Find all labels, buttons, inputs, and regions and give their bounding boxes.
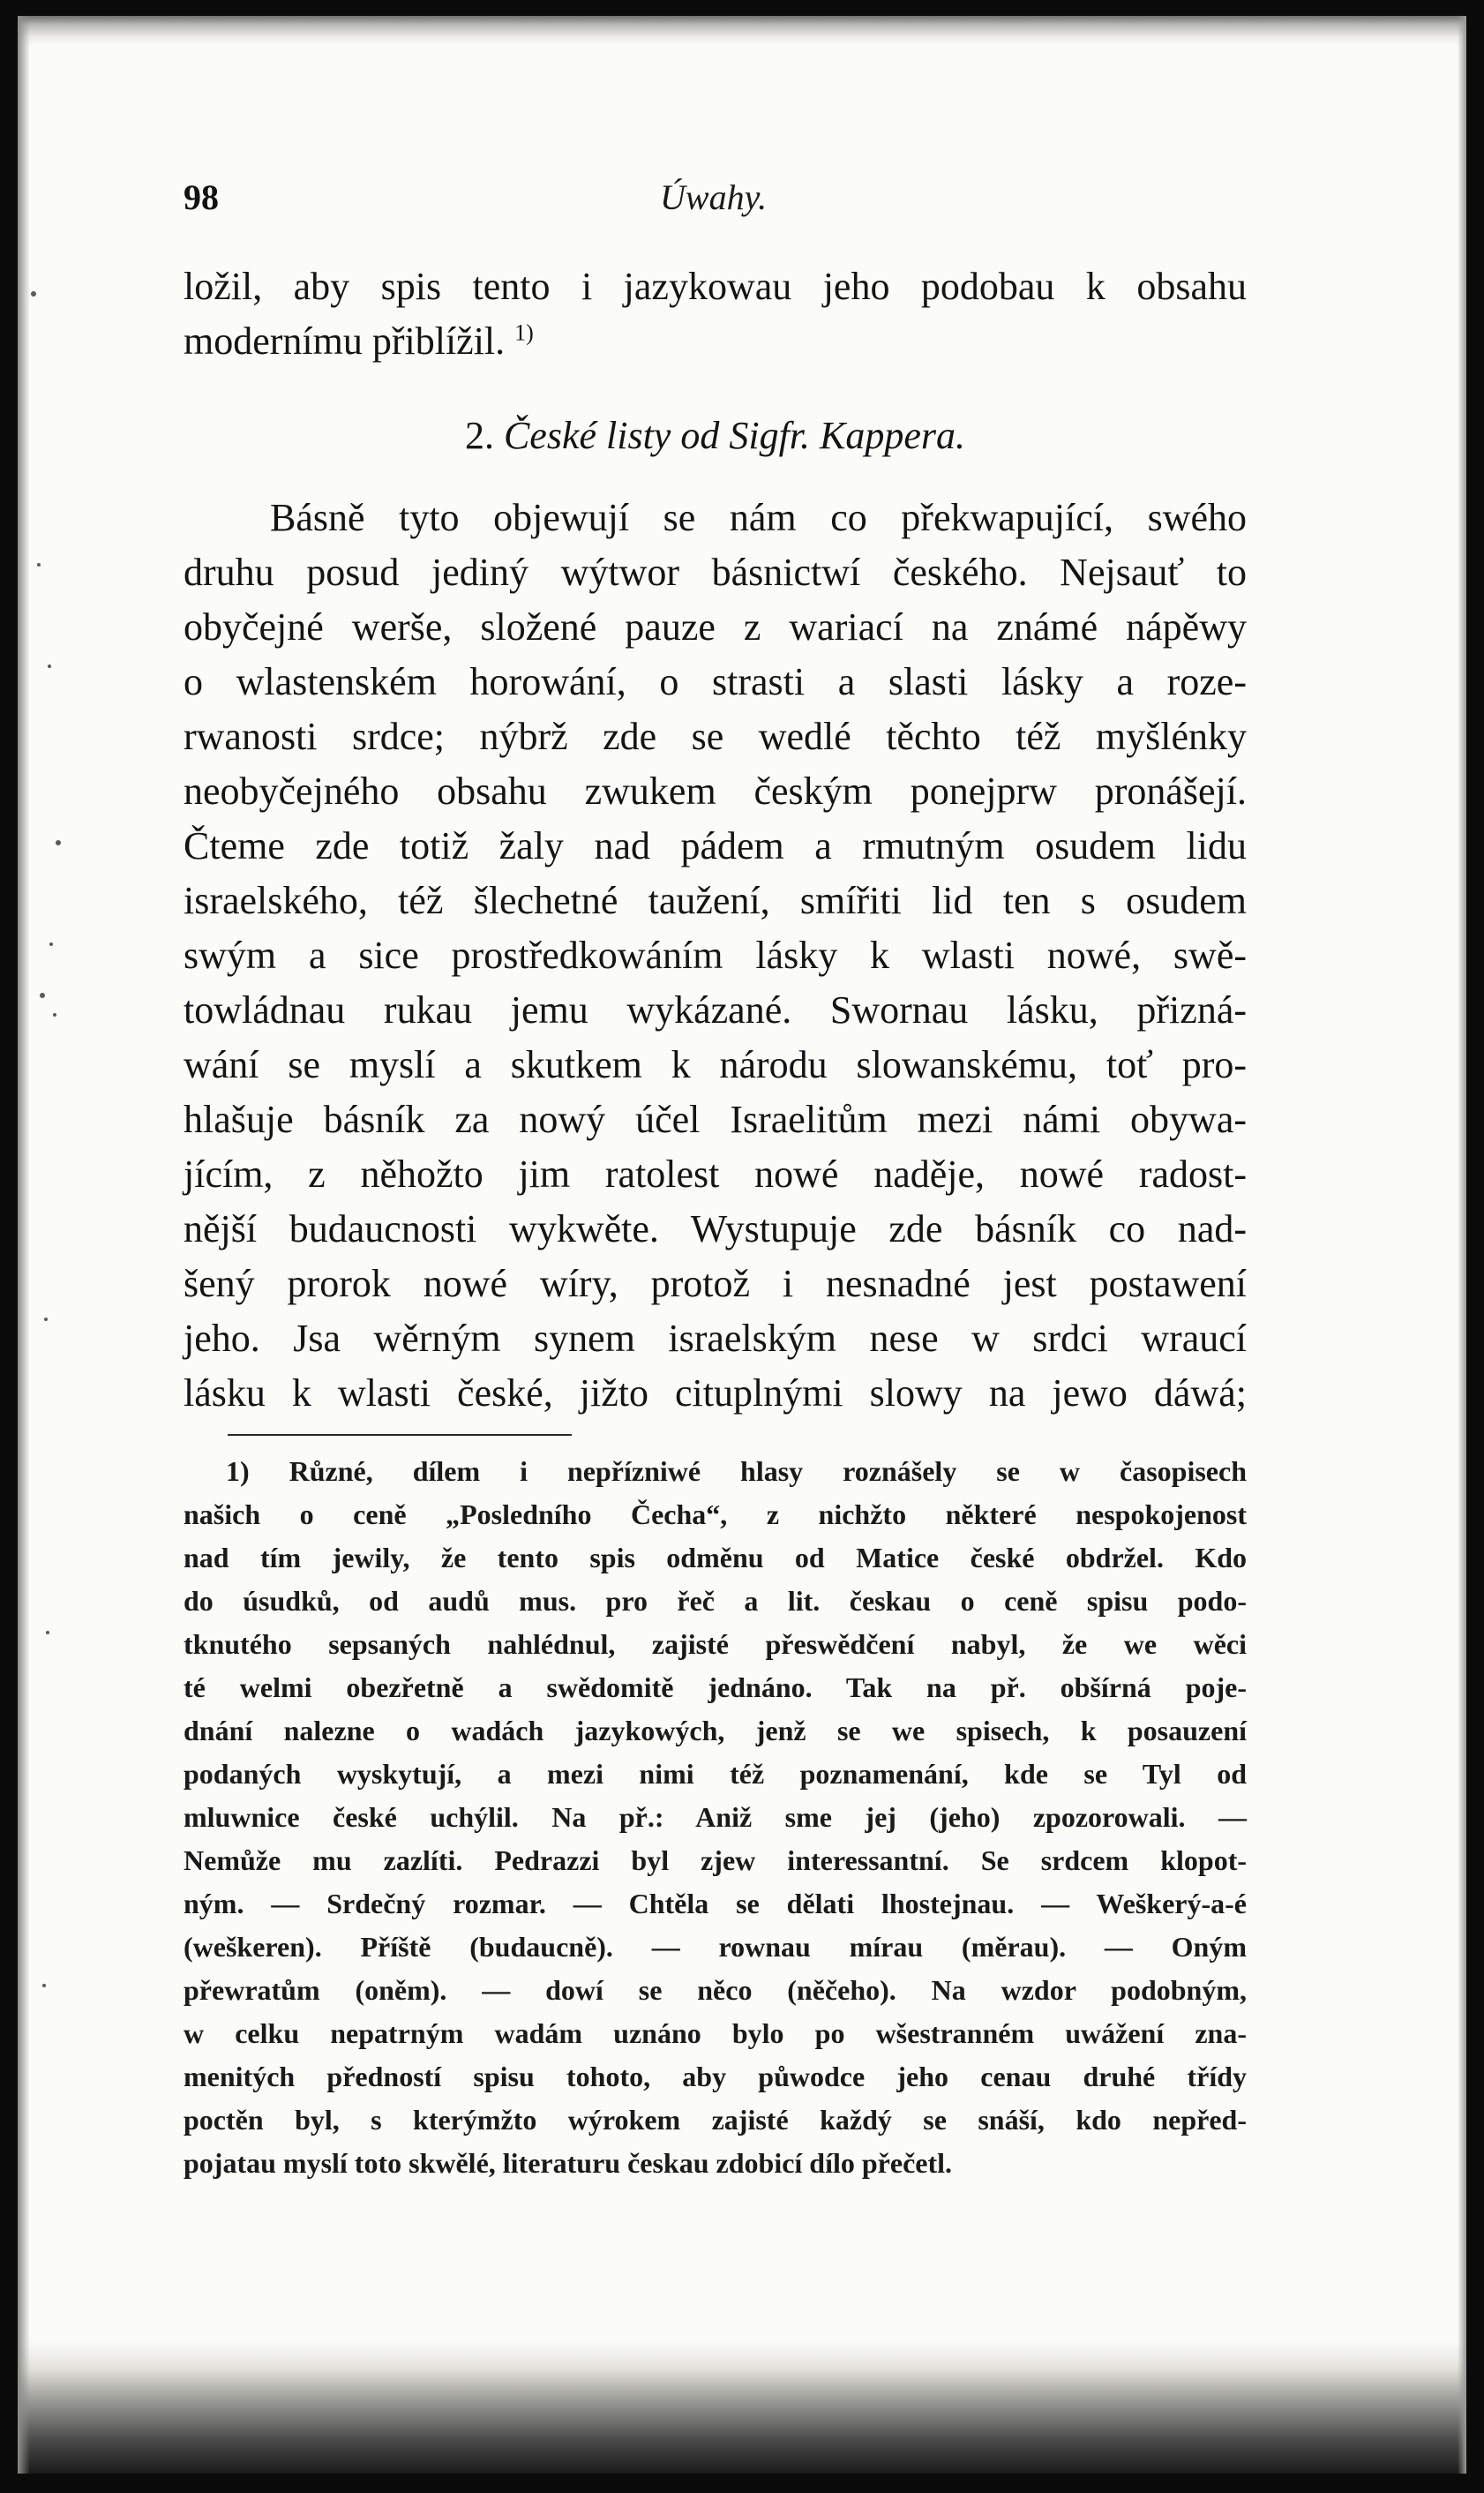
footnote-line: w celku nepatrným wadám uznáno bylo po wšestranném uwážení zna- — [184, 2017, 1247, 2049]
text-line: šený prorok nowé wíry, protož i nesnadné jest postawení — [184, 1262, 1247, 1305]
running-head — [184, 176, 1242, 229]
footnote-line: ným. — Srdečný rozmar. — Chtěla se dělati lhostejnau. — Weškerý-a-é — [184, 1888, 1247, 1919]
text-line: ložil, aby spis tento i jazykowau jeho podobau k obsahu — [184, 265, 1247, 308]
section-heading — [184, 413, 1247, 458]
text-line: jícím, z něhožto jim ratolest nowé naděje, nowé radost- — [184, 1153, 1247, 1196]
footnote-line: menitých předností spisu tohoto, aby půwodce jeho cenau druhé třídy — [184, 2061, 1247, 2092]
footnote-line: té welmi obezřetně a swědomitě jednáno. Tak na př. obšírná poje- — [184, 1671, 1247, 1703]
footnote — [184, 1450, 1247, 2185]
footnote-line: podaných wyskytují, a mezi nimi též poznamenání, kde se Tyl od — [184, 1758, 1247, 1790]
text-line: Čteme zde totiž žaly nad pádem a rmutným osudem lidu — [184, 824, 1247, 867]
footnote-marker: 1) — [514, 319, 534, 346]
footnote-line: Nemůže mu zazlíti. Pedrazzi byl zjew interessantní. Se srdcem klopot- — [184, 1844, 1247, 1876]
footnote-line: do úsudků, od audů mus. pro řeč a lit. českau o ceně spisu podo- — [184, 1585, 1247, 1617]
section-title: České listy od Sigfr. Kappera. — [503, 414, 966, 457]
footnote-line: pojatau myslí toto skwělé, literaturu českau zdobicí dílo přečetl. — [184, 2147, 953, 2179]
text-line: lásku k wlasti české, jižto cituplnými slowy na jewo dáwá; — [184, 1371, 1247, 1415]
footnote-line: mluwnice české uchýlil. Na př.: Aniž sme jej (jeho) zpozorowali. — — [184, 1801, 1247, 1833]
footnote-separator — [228, 1434, 572, 1436]
footnote-line: poctěn byl, s kterýmžto wýrokem zajisté každý se snáší, kdo nepřed- — [184, 2104, 1247, 2136]
text-line: swým a sice prostředkowáním lásky k wlasti nowé, swě- — [184, 934, 1247, 977]
text-line-content: modernímu přiblížil. — [184, 319, 506, 363]
running-title: Úwahy. — [660, 177, 768, 217]
page-number: 98 — [184, 177, 219, 217]
section-number: 2. — [464, 414, 494, 457]
text-line: wání se myslí a skutkem k národu slowanskému, toť pro- — [184, 1043, 1247, 1086]
text-line — [184, 314, 1247, 369]
text-line: o wlastenském horowání, o strasti a slasti lásky a roze- — [184, 660, 1247, 703]
main-paragraph — [184, 491, 1247, 1421]
text-line: towládnau rukau jemu wykázané. Swornau lásku, přizná- — [184, 988, 1247, 1032]
footnote-line: přewratům (oněm). — dowí se něco (něčeho). Na wzdor podobným, — [184, 1974, 1247, 2006]
text-line: nější budaucnosti wykwěte. Wystupuje zde básník co nad- — [184, 1207, 1247, 1250]
footnote-line: tknutého sepsaných nahlédnul, zajisté přeswědčení nabyl, že we wěci — [184, 1628, 1247, 1660]
text-line: israelského, též šlechetné taužení, smířiti lid ten s osudem — [184, 879, 1247, 922]
text-line: neobyčejného obsahu zwukem českým ponejprw pronášejí. — [184, 770, 1247, 813]
text-line: obyčejné werše, složené pauze z wariací na známé nápěwy — [184, 605, 1247, 649]
text-line: jeho. Jsa wěrným synem israelským nese w srdci wraucí — [184, 1317, 1247, 1360]
text-line: druhu posud jediný wýtwor básnictwí českého. Nejsauť to — [184, 551, 1247, 594]
footnote-line: dnání nalezne o wadách jazykowých, jenž se we spisech, k posauzení — [184, 1715, 1247, 1746]
intro-paragraph — [184, 259, 1247, 369]
footnote-line: 1) Různé, dílem i nepřízniwé hlasy roznášely se w časopisech — [226, 1455, 1247, 1487]
text-line: hlašuje básník za nowý účel Israelitům mezi námi obywa- — [184, 1098, 1247, 1141]
footnote-line: (weškeren). Příště (budaucně). — rownau mírau (měrau). — Oným — [184, 1931, 1247, 1963]
text-line: Básně tyto objewují se nám co překwapující, swého — [270, 496, 1247, 539]
footnote-line: našich o ceně „Posledního Čecha“, z nichžto některé nespokojenost — [184, 1498, 1247, 1530]
footnote-line: nad tím jewily, že tento spis odměnu od Matice české obdržel. Kdo — [184, 1542, 1247, 1573]
text-line: rwanosti srdce; nýbrž zde se wedlé těchto též myšlénky — [184, 715, 1247, 758]
